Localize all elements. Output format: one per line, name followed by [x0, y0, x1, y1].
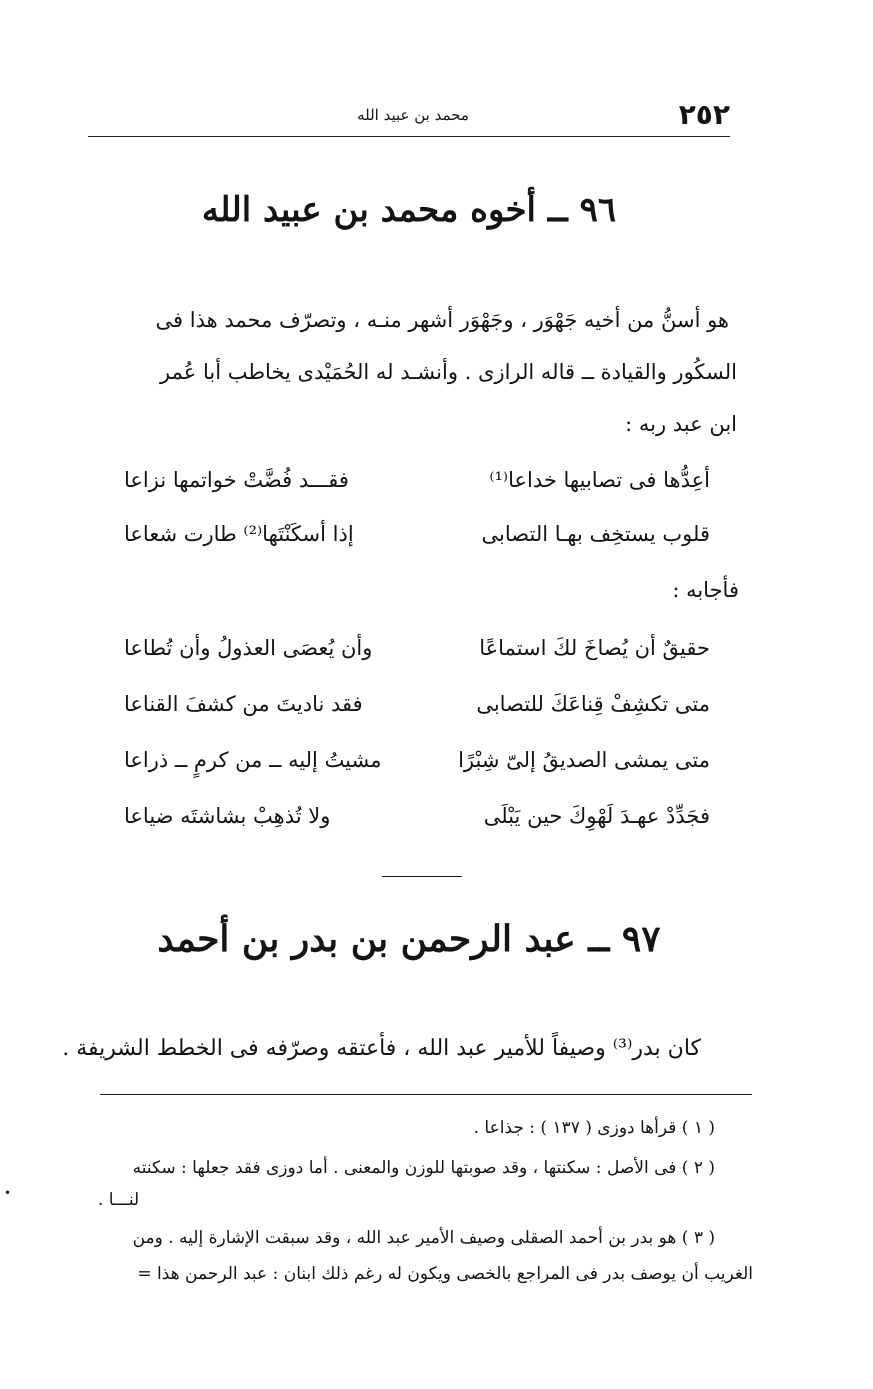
- section-96-intro-line-1: هو أسنُّ من أخيه جَهْوَر ، وجَهْوَر أشهر منـه ، وتصرّف محمد هذا فى: [155, 308, 729, 332]
- verse-second-hemistich: مشيتُ إليه ــ من كرمٍ ــ ذراعا: [124, 748, 382, 772]
- verse-row: [124, 522, 710, 562]
- verse-second-hemistich: وأن يُعصَى العذولُ وأن تُطاعا: [124, 636, 373, 660]
- footnote-rule: [100, 1094, 752, 1095]
- verse-row: [124, 692, 710, 732]
- section-97-intro: كان بدر⁽³⁾ وصيفاً للأمير عبد الله ، فأعتقه وصرّفه فى الخطط الشريفة .: [62, 1036, 701, 1061]
- section-96-intro-line-3: ابن عبد ربه :: [625, 412, 737, 436]
- section-96-intro-line-2: السكُور والقيادة ــ قاله الرازى . وأنشـد له الحُمَيْدى يخاطب أبا عُمر: [160, 360, 737, 384]
- footnote-1: ( ١ ) قرأها دوزى ( ١٣٧ ) : جذاعا .: [473, 1118, 715, 1138]
- verse-first-hemistich: أعِدُّها فى تصابيها خداعا⁽¹⁾: [489, 468, 710, 492]
- page-number: ٢٥٢: [678, 98, 730, 131]
- verse-second-hemistich: فقـــد فُضَّتْ خواتمها نزاعا: [124, 468, 349, 492]
- verse-row: [124, 468, 710, 508]
- verse-row: [124, 748, 710, 788]
- verse-first-hemistich: قلوب يستخِف بهـا التصابى: [481, 522, 710, 546]
- running-title: محمد بن عبيد الله: [357, 106, 469, 124]
- verse-second-hemistich: ولا تُذهِبْ بشاشتَه ضياعا: [124, 804, 331, 828]
- section-97-title: ٩٧ ــ عبد الرحمن بن بدر بن أحمد: [157, 918, 661, 960]
- page-header: [88, 92, 730, 138]
- footnote-3-line-2: الغريب أن يوصف بدر فى المراجع بالخصى ويكون له رغم ذلك ابنان : عبد الرحمن هذا =: [137, 1264, 753, 1284]
- footnote-2-line-2: لنـــا .: [98, 1190, 140, 1210]
- verse-row: [124, 636, 710, 676]
- verse-first-hemistich: حقيقٌ أن يُصاخَ لكَ استماعًا: [479, 636, 710, 660]
- reply-label: فأجابه :: [672, 578, 739, 602]
- margin-mark: •: [4, 1186, 12, 1200]
- header-rule: [88, 136, 730, 137]
- verse-first-hemistich: متى تكشِفْ قِناعَكَ للتصابى: [476, 692, 710, 716]
- footnote-2-line-1: ( ٢ ) فى الأصل : سكنتها ، وقد صوبتها للوزن والمعنى . أما دوزى فقد جعلها : سكنته: [132, 1158, 715, 1178]
- verse-row: [124, 804, 710, 844]
- section-divider: [382, 876, 462, 877]
- section-96-title: ٩٦ ــ أخوه محمد بن عبيد الله: [201, 190, 617, 230]
- footnote-3-line-1: ( ٣ ) هو بدر بن أحمد الصقلى وصيف الأمير عبد الله ، وقد سبقت الإشارة إليه . ومن: [132, 1228, 715, 1248]
- verse-second-hemistich: إذا أسكَنْتَها⁽²⁾ طارت شعاعا: [124, 522, 354, 546]
- verse-first-hemistich: فجَدِّدْ عهـدَ لَهْوِكَ حين يَبْلَى: [483, 804, 710, 828]
- verse-second-hemistich: فقد ناديتَ من كشفَ القناعا: [124, 692, 363, 716]
- verse-first-hemistich: متى يمشى الصديقُ إلىّ شِبْرًا: [458, 748, 710, 772]
